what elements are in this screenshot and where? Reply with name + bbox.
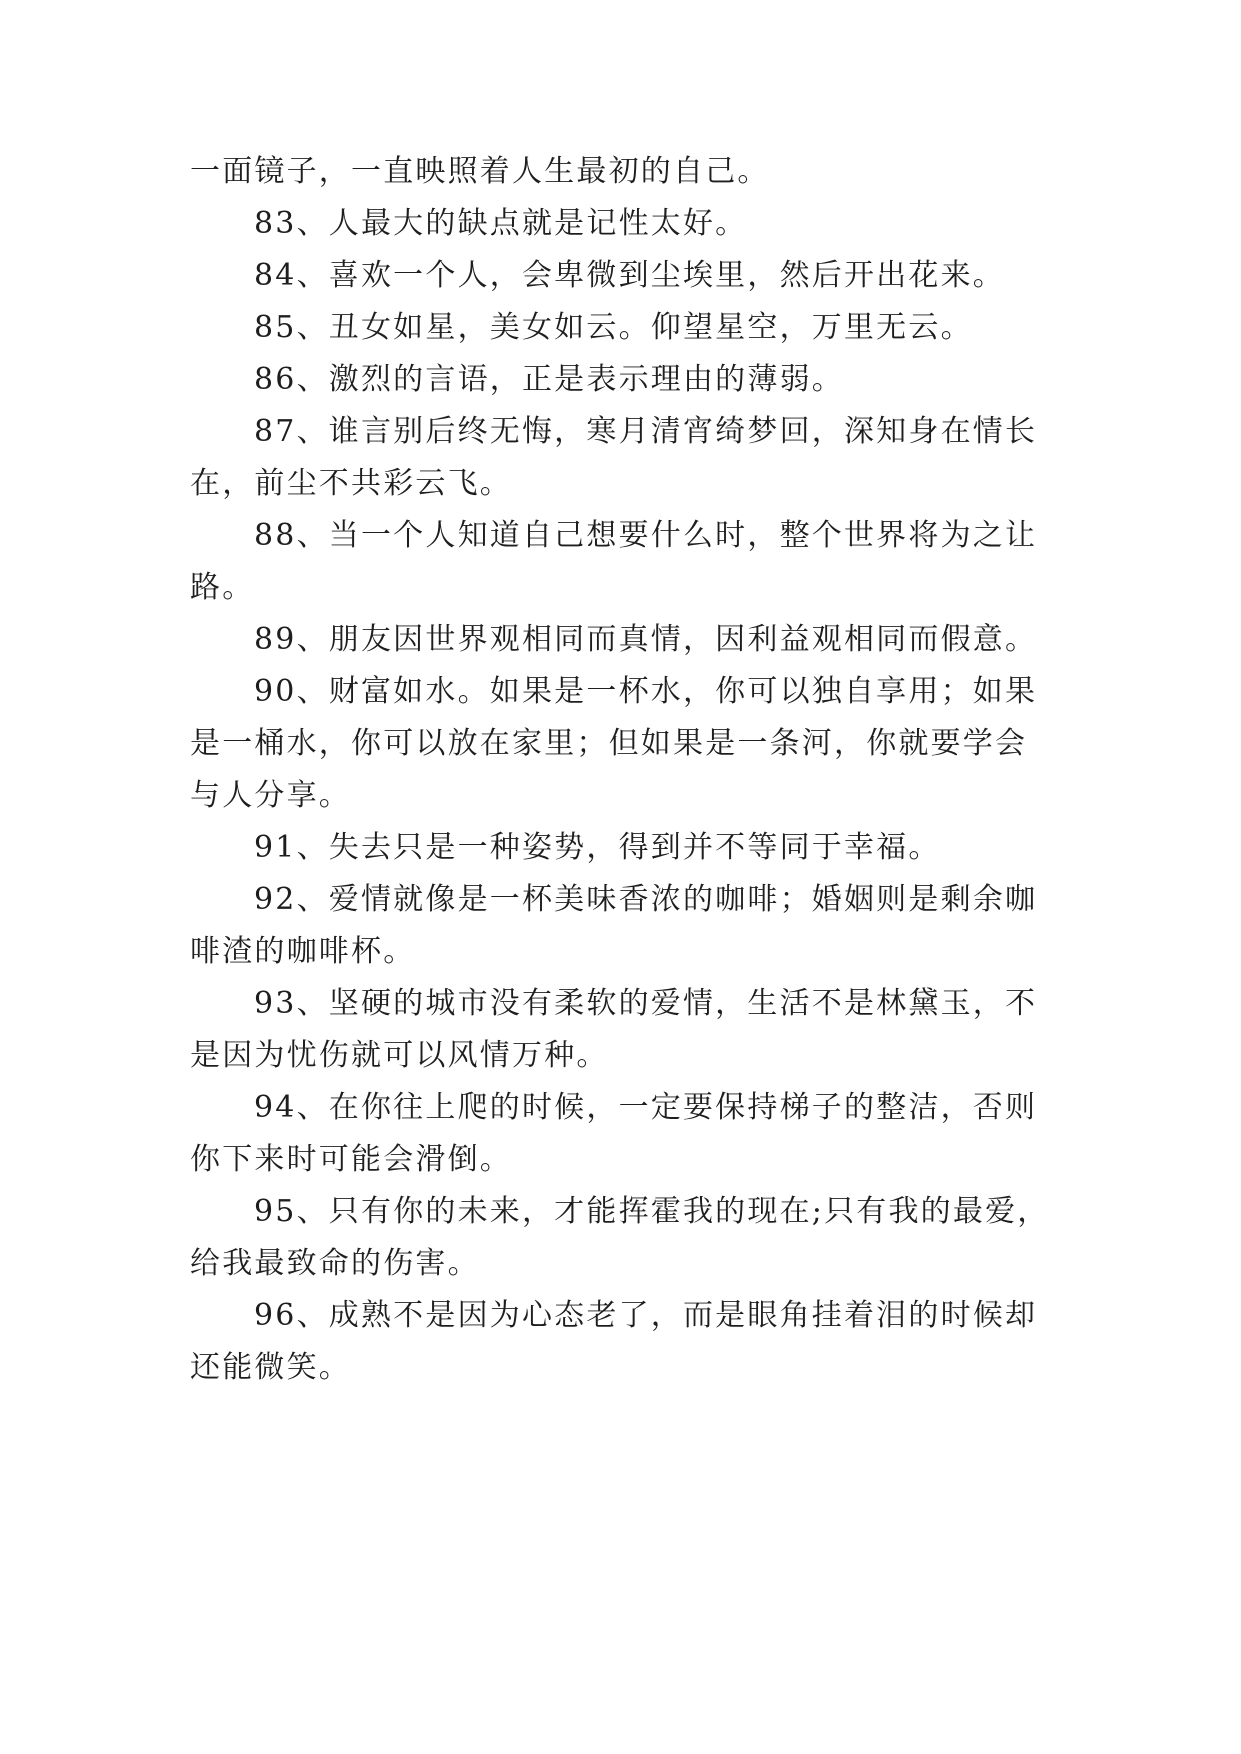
text-line: 87、谁言别后终无悔，寒月清宵绮梦回，深知身在情长 <box>254 414 1038 449</box>
text-line: 是因为忧伤就可以风情万种。 <box>190 1038 609 1073</box>
text-line: 91、失去只是一种姿势，得到并不等同于幸福。 <box>254 830 941 865</box>
text-line: 95、只有你的未来，才能挥霍我的现在;只有我的最爱， <box>254 1194 1050 1229</box>
text-line: 是一桶水，你可以放在家里；但如果是一条河，你就要学会 <box>190 726 1028 761</box>
text-line: 88、当一个人知道自己想要什么时，整个世界将为之让 <box>254 518 1038 553</box>
text-line: 85、丑女如星，美女如云。仰望星空，万里无云。 <box>254 310 973 345</box>
text-line: 86、激烈的言语，正是表示理由的薄弱。 <box>254 362 844 397</box>
text-line: 92、爱情就像是一杯美味香浓的咖啡；婚姻则是剩余咖 <box>254 882 1038 917</box>
text-line: 89、朋友因世界观相同而真情，因利益观相同而假意。 <box>254 622 1038 657</box>
text-line: 96、成熟不是因为心态老了，而是眼角挂着泪的时候却 <box>254 1298 1038 1333</box>
text-line: 你下来时可能会滑倒。 <box>190 1142 512 1177</box>
text-line: 93、坚硬的城市没有柔软的爱情，生活不是林黛玉，不 <box>254 986 1038 1021</box>
text-line: 给我最致命的伤害。 <box>190 1246 480 1281</box>
text-line: 路。 <box>190 570 255 605</box>
text-line: 90、财富如水。如果是一杯水，你可以独自享用；如果 <box>254 674 1038 709</box>
text-line: 与人分享。 <box>190 778 351 813</box>
text-line: 还能微笑。 <box>190 1350 351 1385</box>
text-line: 在，前尘不共彩云飞。 <box>190 466 512 501</box>
text-line: 94、在你往上爬的时候，一定要保持梯子的整洁，否则 <box>254 1090 1038 1125</box>
text-line: 啡渣的咖啡杯。 <box>190 934 416 969</box>
text-line: 83、人最大的缺点就是记性太好。 <box>254 206 748 241</box>
text-line: 一面镜子，一直映照着人生最初的自己。 <box>190 154 770 189</box>
text-line: 84、喜欢一个人，会卑微到尘埃里，然后开出花来。 <box>254 258 1005 293</box>
